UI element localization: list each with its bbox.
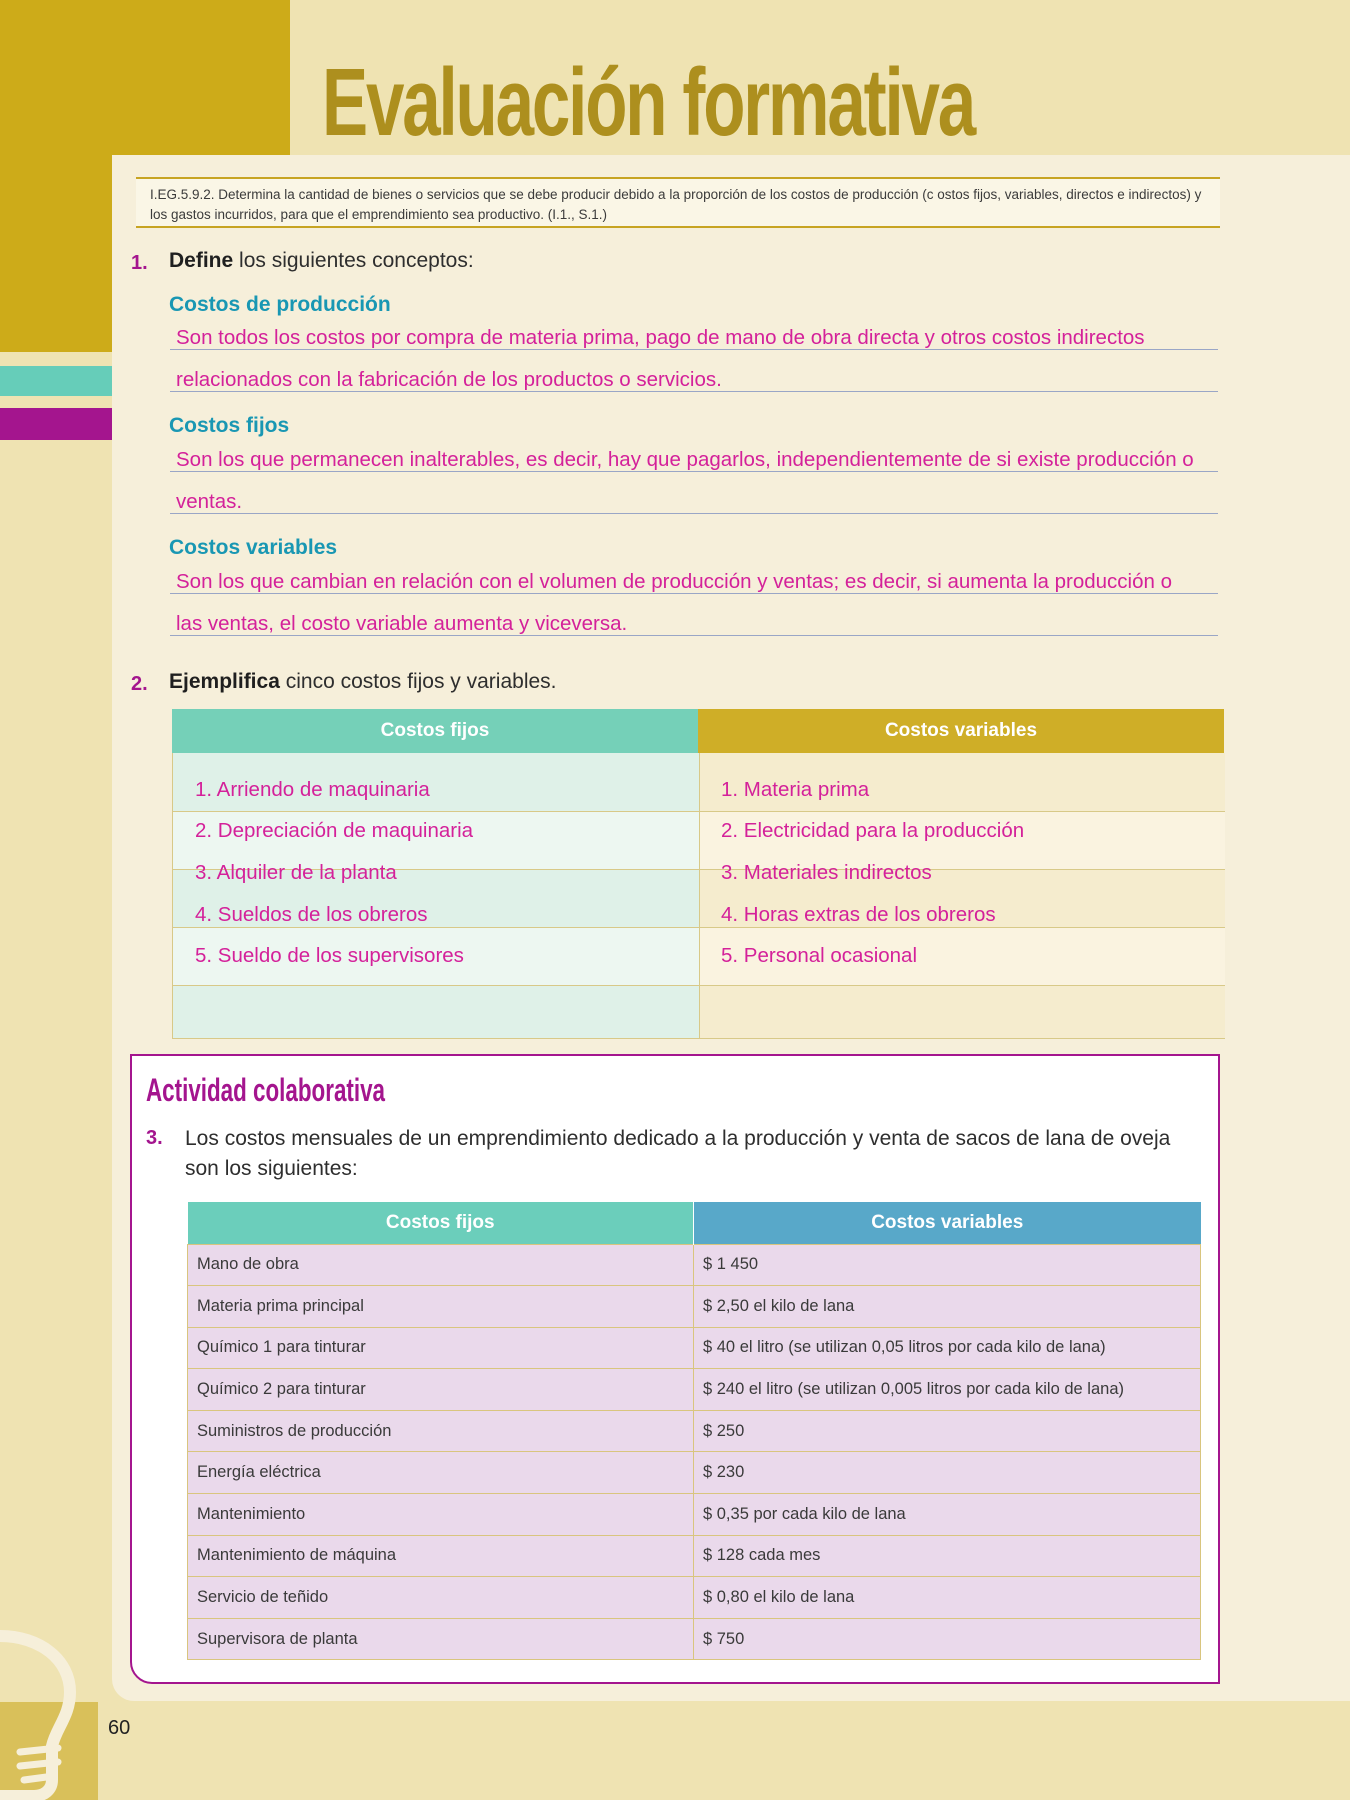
- header-costos-variables: Costos variables: [698, 709, 1224, 753]
- table-row: [188, 1369, 1201, 1411]
- variable-cost-item: 2. Electricidad para la producción: [721, 819, 1025, 842]
- fixed-cost-item: 5. Sueldo de los supervisores: [195, 944, 464, 967]
- table-row: [188, 1244, 1201, 1286]
- page-number: 60: [108, 1717, 131, 1739]
- cost-value: $ 750: [694, 1618, 1201, 1660]
- question-1-text: [169, 249, 474, 273]
- question-2-rest: cinco costos fijos y variables.: [279, 670, 557, 693]
- answer-text: Son los que permanecen inalterables, es decir, hay que pagarlos, independientemente de si existe producción o: [176, 448, 1194, 471]
- header-costos-fijos: Costos fijos: [188, 1202, 694, 1244]
- fixed-cost-item: 4. Sueldos de los obreros: [195, 903, 428, 926]
- page-title: Evaluación formativa: [322, 49, 975, 156]
- activity-title: Actividad colaborativa: [146, 1072, 386, 1108]
- evaluation-indicator: I.EG.5.9.2. Determina la cantidad de bienes o servicios que se debe producir debido a la proporción de los costos de producción (c ostos fijos, variables, directos e indirectos) y los gastos incurridos, para que el emprendimiento sea productivo. (I.1., S.1.): [136, 177, 1220, 228]
- header-costos-variables: Costos variables: [694, 1202, 1201, 1244]
- answer-text: Son todos los costos por compra de materia prima, pago de mano de obra directa y otros costos indirectos: [176, 326, 1145, 349]
- table-row: [188, 1494, 1201, 1536]
- variable-cost-item: 4. Horas extras de los obreros: [721, 903, 996, 926]
- fixed-costs-column: [173, 753, 699, 1039]
- answer-text: Son los que cambian en relación con el volumen de producción y ventas; es decir, si aumenta la producción o: [176, 570, 1172, 593]
- table-band: [700, 986, 1225, 1039]
- cost-concept: Suministros de producción: [188, 1410, 694, 1452]
- cost-value: $ 240 el litro (se utilizan 0,005 litros por cada kilo de lana): [694, 1369, 1201, 1411]
- lightbulb-icon: [0, 1630, 98, 1800]
- question-3-text: Los costos mensuales de un emprendimiento dedicado a la producción y venta de sacos de lana de oveja son los siguientes:: [185, 1127, 1171, 1180]
- collaborative-activity-box: [130, 1054, 1220, 1684]
- cost-value: $ 0,35 por cada kilo de lana: [694, 1494, 1201, 1536]
- examples-table-body: [172, 753, 1224, 1039]
- cost-value: $ 230: [694, 1452, 1201, 1494]
- table-row: [188, 1327, 1201, 1369]
- cost-concept: Mano de obra: [188, 1244, 694, 1286]
- cost-value: $ 1 450: [694, 1244, 1201, 1286]
- question-2-number: 2.: [131, 673, 148, 695]
- cost-concept: Supervisora de planta: [188, 1618, 694, 1660]
- question-1-number: 1.: [131, 252, 148, 274]
- variable-cost-item: 3. Materiales indirectos: [721, 861, 932, 884]
- table-row: [188, 1618, 1201, 1660]
- monthly-costs-table: [187, 1202, 1201, 1660]
- term-costos-produccion: Costos de producción: [169, 293, 391, 316]
- cost-concept: Servicio de teñido: [188, 1577, 694, 1619]
- answer-text: relacionados con la fabricación de los productos o servicios.: [176, 368, 722, 391]
- header-costos-fijos: Costos fijos: [172, 709, 698, 753]
- fixed-cost-item: 2. Depreciación de maquinaria: [195, 819, 474, 842]
- fixed-cost-item: 3. Alquiler de la planta: [195, 861, 397, 884]
- question-2-text: [169, 670, 557, 694]
- cost-concept: Químico 1 para tinturar: [188, 1327, 694, 1369]
- table-row: [188, 1577, 1201, 1619]
- question-2-verb: Ejemplifica: [169, 670, 280, 693]
- cost-value: $ 0,80 el kilo de lana: [694, 1577, 1201, 1619]
- table-row: [188, 1410, 1201, 1452]
- cost-concept: Mantenimiento: [188, 1494, 694, 1536]
- cost-value: $ 2,50 el kilo de lana: [694, 1286, 1201, 1328]
- cost-value: $ 128 cada mes: [694, 1535, 1201, 1577]
- table-row: [188, 1535, 1201, 1577]
- cost-concept: Mantenimiento de máquina: [188, 1535, 694, 1577]
- variable-cost-item: 1. Materia prima: [721, 778, 870, 801]
- answer-line: [170, 494, 1218, 514]
- term-costos-variables: Costos variables: [169, 536, 338, 559]
- cost-concept: Químico 2 para tinturar: [188, 1369, 694, 1411]
- examples-table-header: [172, 709, 1224, 753]
- question-1-verb: Define: [169, 249, 234, 272]
- term-costos-fijos: Costos fijos: [169, 414, 290, 437]
- variable-cost-item: 5. Personal ocasional: [721, 944, 918, 967]
- fixed-cost-item: 1. Arriendo de maquinaria: [195, 778, 430, 801]
- examples-table: [172, 709, 1224, 1039]
- footer-bar: [0, 1702, 1350, 1800]
- table-row: [188, 1452, 1201, 1494]
- cost-concept: Materia prima principal: [188, 1286, 694, 1328]
- cost-value: $ 250: [694, 1410, 1201, 1452]
- teal-accent-stripe: [0, 366, 112, 396]
- table-row: [188, 1286, 1201, 1328]
- answer-text: las ventas, el costo variable aumenta y viceversa.: [176, 612, 628, 635]
- question-3-number: 3.: [146, 1127, 163, 1149]
- table-header-row: [188, 1202, 1201, 1244]
- cost-value: $ 40 el litro (se utilizan 0,05 litros por cada kilo de lana): [694, 1327, 1201, 1369]
- variable-costs-column: [699, 753, 1225, 1039]
- table-band: [173, 986, 699, 1039]
- cost-concept: Energía eléctrica: [188, 1452, 694, 1494]
- magenta-accent-stripe: [0, 408, 112, 440]
- answer-text: ventas.: [176, 490, 243, 513]
- question-1-rest: los siguientes conceptos:: [233, 249, 474, 272]
